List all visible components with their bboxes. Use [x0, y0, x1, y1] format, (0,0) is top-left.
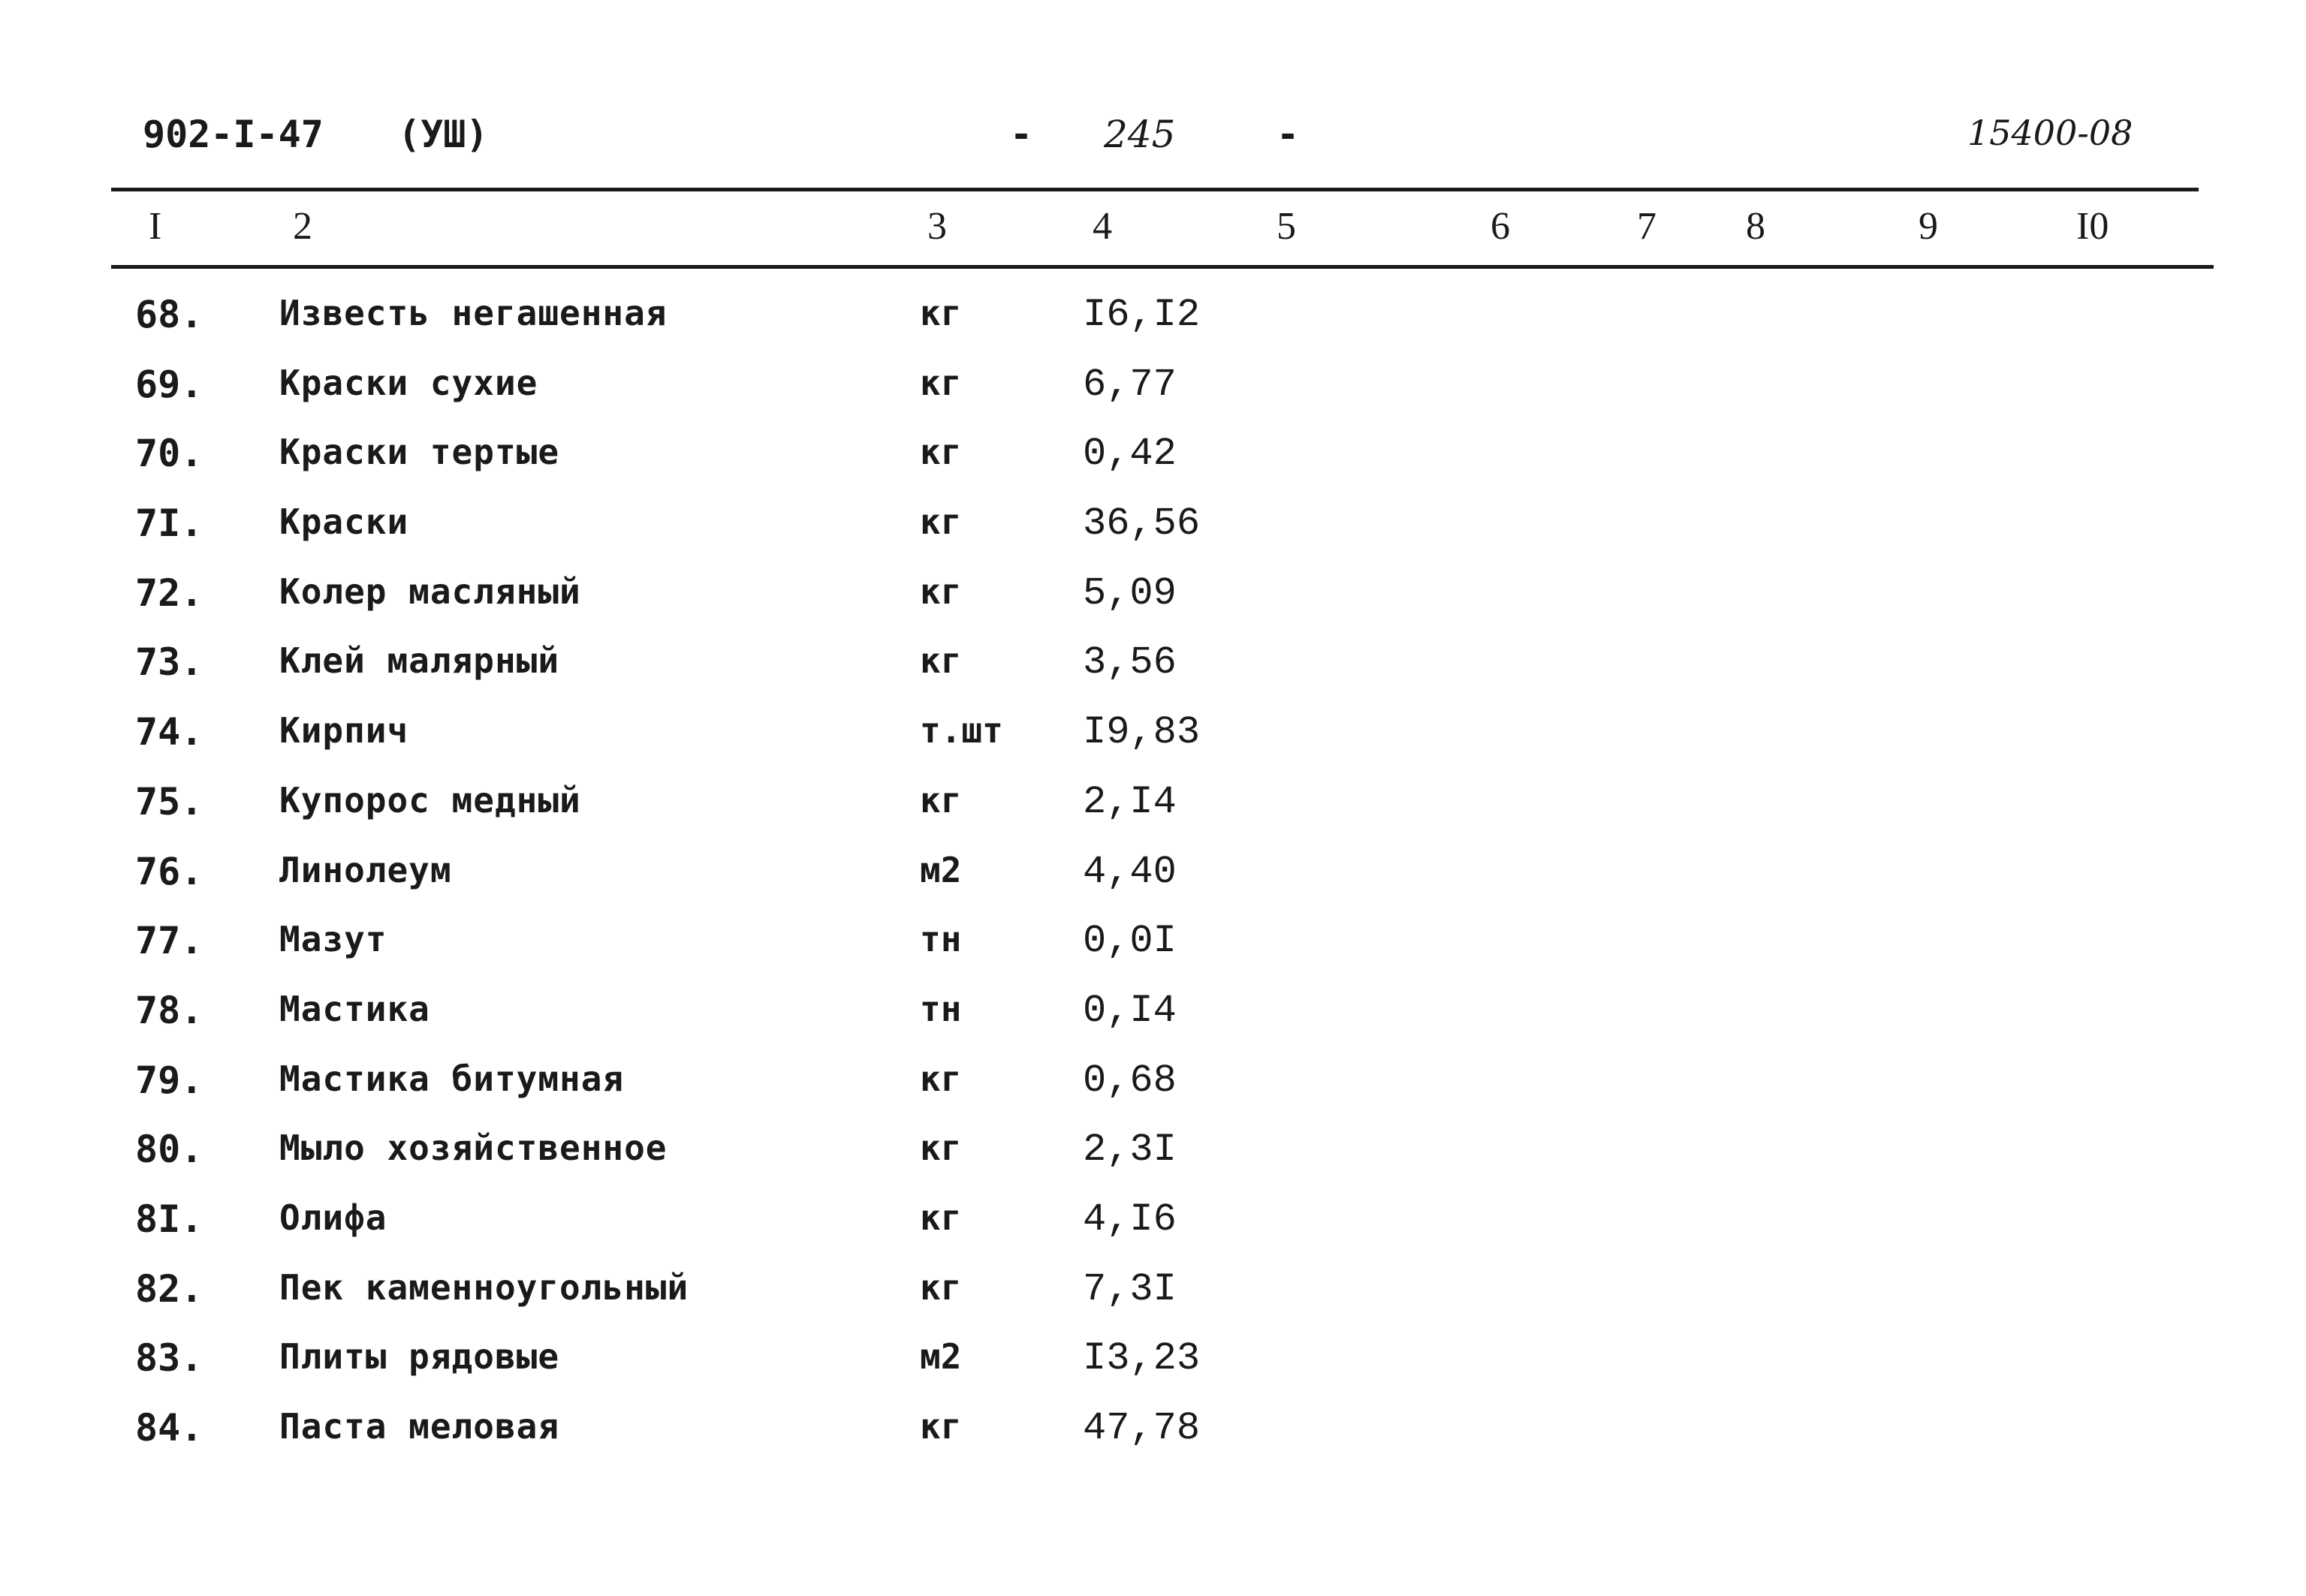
header-dash-right: - [1277, 113, 1300, 156]
table-top-rule [111, 188, 2199, 191]
table-row [0, 1128, 2306, 1197]
material-name: Плиты рядовые [279, 1336, 560, 1378]
material-name: Мазут [279, 919, 387, 960]
row-number: 76. [135, 849, 203, 893]
material-name: Краски сухие [279, 362, 538, 403]
quantity: 4,I6 [1083, 1197, 1177, 1242]
material-name: Кирпич [279, 710, 409, 751]
unit-of-measure: кг [920, 1197, 962, 1238]
table-row [0, 780, 2306, 850]
quantity: I6,I2 [1083, 293, 1201, 337]
unit-of-measure: кг [920, 571, 962, 612]
unit-of-measure: тн [920, 988, 962, 1029]
table-row [0, 1267, 2306, 1337]
table-row [0, 1406, 2306, 1476]
row-number: 83. [135, 1336, 203, 1381]
material-name: Олифа [279, 1197, 387, 1238]
row-number: 74. [135, 710, 203, 754]
material-name: Мыло хозяйственное [279, 1128, 668, 1169]
row-number: 82. [135, 1266, 203, 1311]
material-name: Линолеум [279, 849, 452, 890]
unit-of-measure: м2 [920, 1336, 962, 1378]
column-number: 5 [1277, 205, 1296, 248]
column-number: I0 [2076, 205, 2109, 248]
table-row [0, 1197, 2306, 1267]
row-number: 69. [135, 362, 203, 406]
material-name: Колер масляный [279, 571, 581, 612]
archive-code: 15400-08 [1967, 113, 2133, 153]
table-row [0, 293, 2306, 363]
table-row [0, 640, 2306, 710]
unit-of-measure: кг [920, 1266, 962, 1308]
quantity: 6,77 [1083, 362, 1177, 407]
quantity: I3,23 [1083, 1336, 1201, 1381]
page-number: 245 [1104, 113, 1176, 156]
materials-table-body [0, 293, 2306, 1476]
table-row [0, 989, 2306, 1058]
quantity: I9,83 [1083, 710, 1201, 755]
column-number: 8 [1746, 205, 1765, 248]
unit-of-measure: кг [920, 1058, 962, 1099]
quantity: 4,40 [1083, 849, 1177, 894]
column-number: 6 [1491, 205, 1510, 248]
row-number: 68. [135, 293, 203, 336]
material-name: Клей малярный [279, 640, 560, 682]
table-row [0, 363, 2306, 432]
row-number: 78. [135, 988, 203, 1032]
row-number: 77. [135, 919, 203, 963]
quantity: 47,78 [1083, 1406, 1201, 1450]
material-name: Краски [279, 501, 409, 543]
table-row [0, 710, 2306, 780]
material-name: Паста меловая [279, 1406, 560, 1447]
row-number: 8I. [135, 1197, 203, 1241]
row-number: 7I. [135, 501, 203, 546]
row-number: 73. [135, 640, 203, 685]
material-name: Купорос медный [279, 779, 581, 821]
unit-of-measure: кг [920, 501, 962, 543]
table-row [0, 432, 2306, 501]
unit-of-measure: кг [920, 1128, 962, 1169]
unit-of-measure: кг [920, 362, 962, 403]
row-number: 84. [135, 1406, 203, 1450]
document-series: (УШ) [398, 113, 489, 156]
header-dash-left: - [1010, 113, 1033, 156]
quantity: 0,68 [1083, 1058, 1177, 1103]
material-name: Мастика битумная [279, 1058, 625, 1099]
column-number: 3 [927, 205, 947, 248]
table-header-rule [111, 265, 2214, 269]
material-name: Известь негашенная [279, 293, 668, 333]
quantity: 7,3I [1083, 1266, 1177, 1311]
unit-of-measure: кг [920, 1406, 962, 1447]
quantity: 0,0I [1083, 919, 1177, 964]
table-row [0, 1058, 2306, 1128]
column-number: 7 [1637, 205, 1656, 248]
quantity: 0,42 [1083, 432, 1177, 477]
page-header [0, 113, 2306, 173]
table-row [0, 1336, 2306, 1406]
quantity: 2,I4 [1083, 779, 1177, 824]
table-row [0, 850, 2306, 920]
document-number: 902-I-47 [143, 113, 324, 156]
column-number: 4 [1093, 205, 1112, 248]
table-row [0, 919, 2306, 989]
row-number: 72. [135, 571, 203, 615]
material-name: Пек каменноугольный [279, 1266, 689, 1308]
table-row [0, 571, 2306, 641]
quantity: 5,09 [1083, 571, 1177, 616]
material-name: Мастика [279, 988, 430, 1029]
unit-of-measure: кг [920, 640, 962, 682]
column-number: 9 [1919, 205, 1938, 248]
row-number: 79. [135, 1058, 203, 1102]
quantity: 2,3I [1083, 1128, 1177, 1173]
row-number: 80. [135, 1128, 203, 1172]
unit-of-measure: кг [920, 293, 962, 333]
quantity: 0,I4 [1083, 988, 1177, 1033]
column-number: I [149, 205, 162, 248]
column-number: 2 [293, 205, 312, 248]
unit-of-measure: м2 [920, 849, 962, 890]
unit-of-measure: кг [920, 779, 962, 821]
unit-of-measure: кг [920, 432, 962, 473]
material-name: Краски тертые [279, 432, 560, 473]
table-row [0, 501, 2306, 571]
row-number: 70. [135, 432, 203, 476]
quantity: 36,56 [1083, 501, 1201, 547]
unit-of-measure: тн [920, 919, 962, 960]
column-number-header [0, 204, 2306, 257]
quantity: 3,56 [1083, 640, 1177, 685]
row-number: 75. [135, 779, 203, 824]
unit-of-measure: т.шт [920, 710, 1003, 751]
